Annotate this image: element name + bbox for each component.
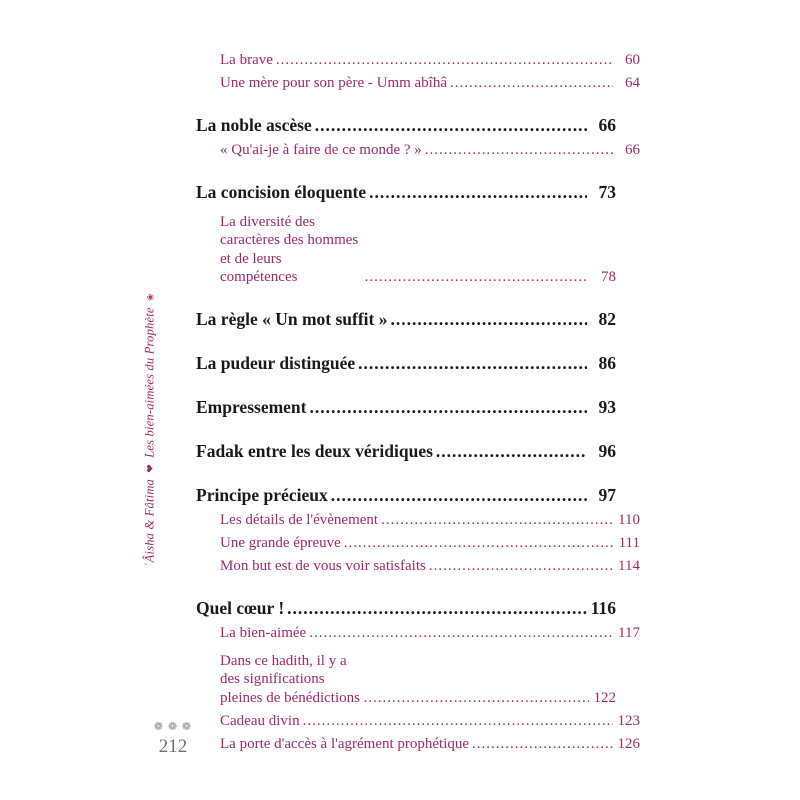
toc-leader [450, 75, 613, 92]
toc-chapter-label: Empressement [196, 397, 307, 418]
toc-entry[interactable] [196, 512, 640, 529]
toc-page-number: 66 [598, 115, 616, 135]
side-title-subtitle: Les bien-aimées du Prophète [142, 307, 157, 458]
toc-page-number: 93 [598, 397, 616, 418]
toc-leader [287, 598, 587, 619]
toc-page-number: 73 [598, 182, 616, 202]
toc-leader [365, 269, 589, 286]
side-title-book-2: Fâtima [142, 478, 157, 517]
toc-chapter[interactable] [196, 115, 616, 136]
toc-leader [429, 558, 613, 575]
toc-leader [310, 397, 588, 418]
toc-page-number: 117 [618, 625, 640, 642]
toc-chapter[interactable] [196, 598, 616, 619]
toc-page-number: 126 [617, 736, 640, 753]
toc-entry[interactable] [196, 558, 640, 575]
toc-page-number: 78 [601, 269, 616, 286]
toc-entry-label: « Qu'ai-je à faire de ce monde ? » [220, 142, 422, 158]
toc-leader [331, 485, 587, 506]
toc-entry-label: La diversité des caractères des hommes et de leurs compétences [220, 214, 359, 285]
toc-chapter[interactable] [196, 309, 616, 330]
folio-block [143, 722, 203, 758]
toc-entry-label: Une grande épreuve [220, 535, 341, 552]
side-title-book: ʿÂisha & [142, 519, 157, 567]
toc-leader [315, 115, 587, 136]
toc-leader [472, 736, 613, 753]
toc-entry[interactable] [196, 75, 640, 92]
toc-entry-label: Les détails de l'évènement [220, 512, 379, 529]
toc-leader [358, 353, 587, 374]
toc-entry-label: Mon but est de vous voir satisfaits [220, 558, 426, 575]
toc-leader [381, 512, 613, 529]
toc-entry[interactable] [196, 625, 640, 642]
toc-page-number: 64 [625, 75, 640, 91]
toc-leader [436, 441, 587, 462]
toc-entry[interactable] [196, 142, 640, 159]
toc-chapter[interactable] [196, 182, 616, 203]
toc-page-number: 122 [593, 690, 616, 707]
toc-leader [309, 625, 613, 642]
toc-page-number: 82 [598, 309, 616, 330]
toc-chapter-label: La pudeur distinguée [196, 353, 356, 374]
toc-page-number: 123 [617, 713, 640, 730]
toc-chapter[interactable] [196, 441, 616, 462]
toc-entry[interactable] [196, 652, 616, 707]
toc-chapter-label: Quel cœur ! [196, 598, 285, 619]
toc-leader [303, 713, 613, 730]
toc-page-number: 66 [625, 142, 640, 158]
toc-entry[interactable] [196, 52, 640, 69]
table-of-contents [196, 52, 640, 753]
toc-page-number: 110 [618, 512, 640, 529]
toc-page-number: 96 [598, 441, 616, 462]
toc-chapter-label: Fadak entre les deux véridiques [196, 441, 433, 462]
toc-page-number: 60 [625, 52, 640, 68]
heart-icon: ❤ [145, 464, 157, 473]
toc-entry-label: Cadeau divin [220, 713, 300, 730]
toc-leader [344, 535, 613, 552]
toc-page-number: 97 [598, 485, 616, 506]
toc-chapter[interactable] [196, 485, 616, 506]
ornament-divider: ❁ ❁ ❁ [153, 721, 193, 733]
page-number: 212 [158, 736, 188, 757]
flower-icon: ❀ [145, 293, 156, 302]
running-side-title [143, 293, 158, 566]
toc-chapter-label: La noble ascèse [196, 115, 312, 135]
toc-page-number: 111 [618, 535, 640, 552]
toc-entry-label: La porte d'accès à l'agrément prophétique [220, 736, 470, 753]
toc-entry-label: Une mère pour son père - Umm abîhâ [220, 75, 448, 91]
toc-leader [363, 690, 589, 707]
toc-page-number: 114 [618, 558, 640, 575]
toc-leader [369, 182, 587, 203]
toc-entry[interactable] [196, 736, 640, 753]
toc-page-number: 116 [590, 598, 616, 619]
toc-chapter[interactable] [196, 397, 616, 418]
toc-leader [425, 142, 613, 159]
toc-entry[interactable] [196, 213, 616, 286]
toc-entry-label: Dans ce hadith, il y a des significations pleines de bénédictions [220, 653, 360, 706]
toc-chapter-label: La concision éloquente [196, 182, 367, 202]
toc-page-number: 86 [598, 353, 616, 374]
toc-entry-label: La bien-aimée [220, 625, 307, 642]
toc-entry[interactable] [196, 535, 640, 552]
toc-chapter-label: La règle « Un mot suffit » [196, 309, 388, 330]
toc-chapter[interactable] [196, 353, 616, 374]
toc-entry[interactable] [196, 713, 640, 730]
toc-entry-label: La brave [220, 52, 273, 68]
toc-leader [391, 309, 587, 330]
toc-leader [276, 52, 613, 69]
toc-chapter-label: Principe précieux [196, 485, 328, 506]
